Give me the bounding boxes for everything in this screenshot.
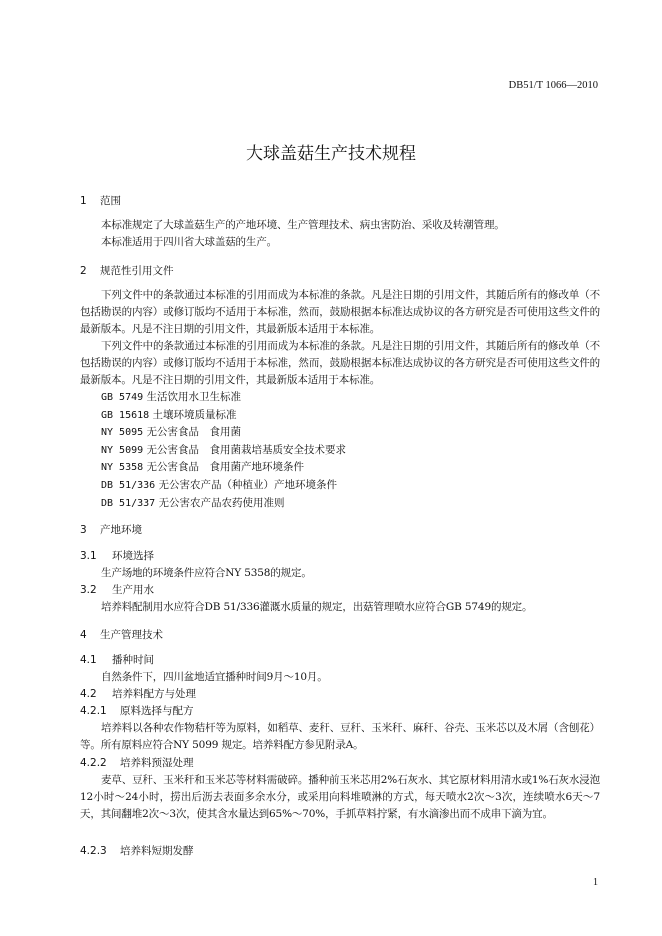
section-title: 环境选择 xyxy=(112,550,154,562)
section-number: 3.1 xyxy=(80,550,97,562)
section-number: 4.2.3 xyxy=(80,845,107,857)
section-title: 产地环境 xyxy=(100,524,142,536)
section-4-1-body xyxy=(80,669,600,686)
section-title: 培养料预湿处理 xyxy=(120,757,194,769)
section-number: 3 xyxy=(80,524,87,536)
ref-name: 无公害食品 食用菌 xyxy=(146,426,241,439)
section-4-heading xyxy=(80,627,600,644)
list-item xyxy=(101,459,621,477)
paragraph: 下列文件中的条款通过本标准的引用而成为本标准的条款。凡是注日期的引用文件，其随后所有的修改单（不包括勘误的内容）或修订版均不适用于本标准，然而，鼓励根据本标准达成协议的各方研究是否可使用这些文件的最新版本。凡是不注日期的引用文件，其最新版本适用于本标准。 xyxy=(80,340,600,386)
section-4-1-heading xyxy=(80,652,600,669)
standard-code: DB51/T 1066—2010 xyxy=(508,80,598,91)
ref-code: DB 51/336 xyxy=(101,479,156,491)
section-number: 4.2.2 xyxy=(80,757,107,769)
list-item xyxy=(101,424,621,442)
section-number: 4 xyxy=(80,629,87,641)
ref-name: 无公害食品 食用菌产地环境条件 xyxy=(146,461,304,474)
paragraph: 自然条件下，四川盆地适宜播种时间9月～10月。 xyxy=(101,671,328,683)
section-3-2-heading xyxy=(80,582,600,599)
ref-code: NY 5095 xyxy=(101,427,144,439)
section-3-1-heading xyxy=(80,548,600,565)
section-number: 2 xyxy=(80,265,87,277)
document-title: 大球盖菇生产技术规程 xyxy=(246,144,416,164)
section-3-1-body xyxy=(80,565,600,582)
section-2-body xyxy=(80,287,600,389)
section-title: 生产管理技术 xyxy=(100,629,163,641)
paragraph: 本标准适用于四川省大球盖菇的生产。 xyxy=(101,236,277,248)
page-number: 1 xyxy=(593,877,598,888)
ref-code: GB 15618 xyxy=(101,409,150,421)
section-2-heading xyxy=(80,263,600,280)
section-1-heading xyxy=(80,193,600,210)
ref-code: GB 5749 xyxy=(101,392,144,403)
section-1-body xyxy=(80,217,600,251)
section-title: 培养料短期发酵 xyxy=(120,845,194,857)
ref-name: 无公害农产品（种植业）产地环境条件 xyxy=(158,478,338,491)
section-title: 原料选择与配方 xyxy=(120,705,194,717)
paragraph: 本标准规定了大球盖菇生产的产地环境、生产管理技术、病虫害防治、采收及转潮管理。 xyxy=(101,219,505,231)
section-title: 播种时间 xyxy=(112,654,154,666)
ref-code: NY 5358 xyxy=(101,462,144,474)
paragraph: 培养料配制用水应符合DB 51/336灌溉水质量的规定，出菇管理喷水应符合GB 5749的规定。 xyxy=(101,601,533,613)
paragraph: 培养料以各种农作物秸杆等为原料，如稻草、麦秆、豆秆、玉米秆、麻秆、谷壳、玉米芯以及木屑（含刨花）等。所有原料应符合NY 5099 规定。培养料配方参见附录A。 xyxy=(80,722,600,751)
list-item xyxy=(101,407,621,425)
list-item xyxy=(101,389,621,407)
section-4-2-2-body xyxy=(80,772,600,823)
section-number: 1 xyxy=(80,195,87,207)
ref-code: DB 51/337 xyxy=(101,497,156,509)
paragraph: 下列文件中的条款通过本标准的引用而成为本标准的条款。凡是注日期的引用文件，其随后所有的修改单（不包括勘误的内容）或修订版均不适用于本标准，然而，鼓励根据本标准达成协议的各方研究是否可使用这些文件的最新版本。凡是不注日期的引用文件，其最新版本适用于本标准。 xyxy=(80,289,600,335)
section-number: 3.2 xyxy=(80,584,97,596)
section-number: 4.1 xyxy=(80,654,97,666)
ref-name: 土壤环境质量标准 xyxy=(152,408,237,421)
section-3-heading xyxy=(80,522,600,539)
normative-references-list xyxy=(80,389,621,512)
paragraph: 生产场地的环境条件应符合NY 5358的规定。 xyxy=(101,567,312,579)
section-number: 4.2.1 xyxy=(80,705,107,717)
section-title: 生产用水 xyxy=(112,584,154,596)
section-3-2-body xyxy=(80,599,600,616)
section-title: 规范性引用文件 xyxy=(100,265,174,277)
ref-name: 无公害农产品农药使用准则 xyxy=(158,496,285,509)
section-4-2-1-body xyxy=(80,720,600,754)
list-item xyxy=(101,495,621,513)
section-title: 范围 xyxy=(100,195,121,207)
list-item xyxy=(101,442,621,460)
ref-name: 无公害食品 食用菌栽培基质安全技术要求 xyxy=(146,443,346,456)
ref-code: NY 5099 xyxy=(101,444,144,456)
section-title: 培养料配方与处理 xyxy=(112,688,196,700)
section-4-2-3-heading xyxy=(80,843,600,860)
section-4-2-1-heading xyxy=(80,703,600,720)
section-number: 4.2 xyxy=(80,688,97,700)
section-4-2-2-heading xyxy=(80,755,600,772)
paragraph: 麦草、豆秆、玉米秆和玉米芯等材料需破碎。播种前玉米芯用2%石灰水、其它原材料用清水或1%石灰水浸泡12小时～24小时，捞出后沥去表面多余水分，或采用向料堆喷淋的方式，每天喷水2次～3次，连续喷水6天～7天，其间翻堆2次～3次，使其含水量达到65%～70%，手抓草料拧紧，有水滴渗出而不成串下滴为宜。 xyxy=(80,774,600,820)
ref-name: 生活饮用水卫生标准 xyxy=(146,391,241,403)
list-item xyxy=(101,477,621,495)
section-4-2-heading xyxy=(80,686,600,703)
